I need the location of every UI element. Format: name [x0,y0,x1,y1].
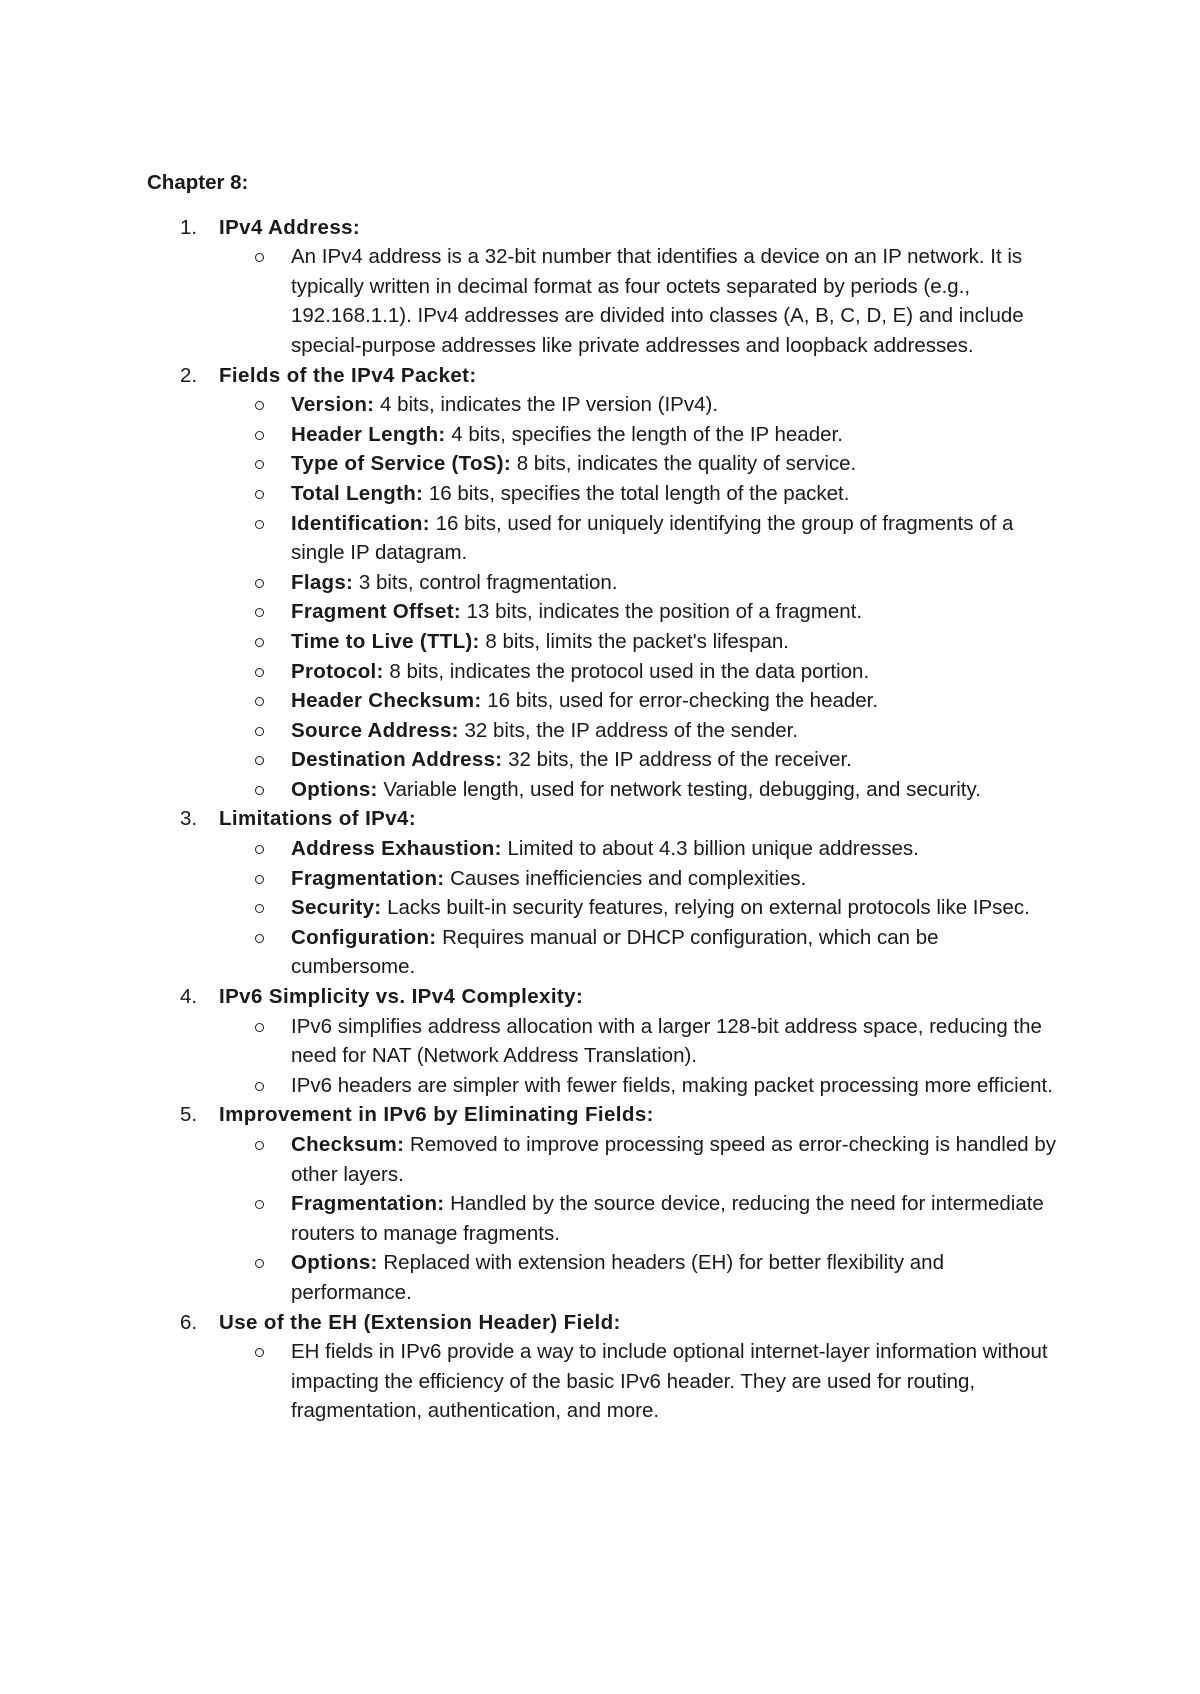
section-number: 1. [180,215,198,239]
bullet-term: Type of Service (ToS): [291,452,511,476]
bullet-term: Options: [291,1251,378,1275]
bullet-item [219,686,1067,716]
hollow-circle-bullet-icon [255,1023,264,1032]
bullet-list [219,242,1067,360]
bullet-term: Fragmentation: [291,1192,445,1216]
hollow-circle-bullet-icon [255,845,264,854]
hollow-circle-bullet-icon [255,490,264,499]
bullet-item [219,449,1067,479]
bullet-text: 32 bits, the IP address of the sender. [458,718,799,742]
bullet-term: Version: [291,393,375,417]
section-heading: IPv4 Address: [219,215,361,239]
bullet-term: Flags: [291,570,354,594]
bullet-list [219,1012,1067,1101]
section-number: 4. [180,985,198,1009]
section-heading: Improvement in IPv6 by Eliminating Fields: [219,1103,654,1127]
bullet-text: IPv6 simplifies address allocation with a larger 128-bit address space, reducing the need for NAT (Network Address Translation). [291,1014,1042,1068]
hollow-circle-bullet-icon [255,401,264,410]
bullet-item [219,775,1067,805]
bullet-term: Fragmentation: [291,866,445,890]
bullet-term: Options: [291,777,378,801]
bullet-term: Security: [291,896,382,920]
hollow-circle-bullet-icon [255,608,264,617]
bullet-text: 8 bits, indicates the protocol used in the data portion. [383,659,870,683]
bullet-term: Address Exhaustion: [291,837,502,861]
bullet-item [219,390,1067,420]
bullet-term: Configuration: [291,925,437,949]
bullet-list [219,1337,1067,1426]
hollow-circle-bullet-icon [255,786,264,795]
bullet-item [219,627,1067,657]
bullet-term: Destination Address: [291,748,503,772]
hollow-circle-bullet-icon [255,697,264,706]
bullet-term: Fragment Offset: [291,600,461,624]
hollow-circle-bullet-icon [255,727,264,736]
section-number: 6. [180,1310,198,1334]
bullet-text: 16 bits, used for uniquely identifying the group of fragments of a single IP datagram. [291,511,1014,565]
hollow-circle-bullet-icon [255,638,264,647]
hollow-circle-bullet-icon [255,904,264,913]
bullet-text: Requires manual or DHCP configuration, which can be cumbersome. [291,925,939,979]
bullet-text: 16 bits, specifies the total length of the packet. [423,481,850,505]
bullet-term: Identification: [291,511,430,535]
section-heading: Fields of the IPv4 Packet: [219,363,477,387]
bullet-text: Limited to about 4.3 billion unique addresses. [501,837,919,861]
bullet-text: 16 bits, used for error-checking the header. [481,689,879,713]
bullet-list [219,390,1067,804]
hollow-circle-bullet-icon [255,756,264,765]
section-item [147,982,1067,1100]
section-item [147,804,1067,982]
hollow-circle-bullet-icon [255,431,264,440]
bullet-text: Handled by the source device, reducing the need for intermediate routers to manage fragments. [291,1192,1044,1245]
bullet-term: Checksum: [291,1133,405,1156]
bullet-list [219,1130,1067,1308]
bullet-item [219,509,1067,568]
bullet-text: 4 bits, indicates the IP version (IPv4). [374,393,719,417]
chapter-title: Chapter 8: [147,171,249,194]
bullet-text: 3 bits, control fragmentation. [353,570,618,594]
bullet-item [219,893,1067,923]
hollow-circle-bullet-icon [255,460,264,469]
bullet-item [219,242,1067,360]
bullet-item [219,716,1067,746]
section-heading: Use of the EH (Extension Header) Field: [219,1310,621,1334]
bullet-item [219,745,1067,775]
section-number: 3. [180,807,198,831]
section-item [147,1308,1067,1426]
hollow-circle-bullet-icon [255,875,264,884]
section-item [147,213,1067,361]
bullet-item [219,1337,1067,1426]
bullet-text: Replaced with extension headers (EH) for better flexibility and performance. [291,1251,944,1304]
section-item [147,1100,1067,1307]
bullet-text: 4 bits, specifies the length of the IP header. [445,422,843,446]
bullet-text: 32 bits, the IP address of the receiver. [502,748,852,772]
hollow-circle-bullet-icon [255,934,264,943]
hollow-circle-bullet-icon [255,253,264,262]
section-item [147,361,1067,805]
hollow-circle-bullet-icon [255,1082,264,1091]
bullet-item [219,479,1067,509]
bullet-item [219,420,1067,450]
bullet-item [219,657,1067,687]
bullet-term: Source Address: [291,718,459,742]
bullet-term: Header Length: [291,422,446,446]
bullet-text: Lacks built-in security features, relying on external protocols like IPsec. [381,896,1030,920]
bullet-item [219,1189,1067,1248]
bullet-item [219,834,1067,864]
bullet-term: Time to Live (TTL): [291,629,480,653]
hollow-circle-bullet-icon [255,579,264,588]
hollow-circle-bullet-icon [255,520,264,529]
bullet-text: Variable length, used for network testing, debugging, and security. [377,777,981,801]
section-heading: Limitations of IPv4: [219,807,417,831]
bullet-text: 13 bits, indicates the position of a fragment. [460,600,863,624]
bullet-item [219,1012,1067,1071]
bullet-term: Total Length: [291,481,424,505]
bullet-text: EH fields in IPv6 provide a way to include optional internet-layer information without impacting the efficiency of the basic IPv6 header. They are used for routing, fragmentation, authentication, and more. [291,1340,1048,1423]
bullet-item [219,568,1067,598]
section-heading: IPv6 Simplicity vs. IPv4 Complexity: [219,985,584,1009]
bullet-item [219,1130,1067,1189]
bullet-text: 8 bits, indicates the quality of service. [511,452,857,476]
bullet-text: IPv6 headers are simpler with fewer fields, making packet processing more efficient. [291,1073,1053,1097]
bullet-text: Causes inefficiencies and complexities. [444,866,807,890]
hollow-circle-bullet-icon [255,1200,264,1209]
hollow-circle-bullet-icon [255,1259,264,1268]
section-list [147,213,1067,1426]
bullet-item [219,864,1067,894]
hollow-circle-bullet-icon [255,1348,264,1357]
bullet-item [219,1248,1067,1307]
bullet-item [219,597,1067,627]
bullet-item [219,1071,1067,1101]
hollow-circle-bullet-icon [255,1141,264,1150]
section-number: 2. [180,363,198,387]
bullet-text: An IPv4 address is a 32-bit number that identifies a device on an IP network. It is typically written in decimal format as four octets separated by periods (e.g., 192.168.1.1). IPv4 addresses are divided into classes (A, B, C, D, E) and include special-purpose addresses like private addresses and loopback addresses. [291,245,1024,357]
bullet-term: Header Checksum: [291,689,482,713]
bullet-item [219,923,1067,982]
bullet-list [219,834,1067,982]
document-content [147,168,1067,1426]
bullet-text: 8 bits, limits the packet's lifespan. [479,629,789,653]
bullet-text: Removed to improve processing speed as error-checking is handled by other layers. [291,1133,1056,1186]
section-number: 5. [180,1103,198,1127]
bullet-term: Protocol: [291,659,384,683]
hollow-circle-bullet-icon [255,668,264,677]
